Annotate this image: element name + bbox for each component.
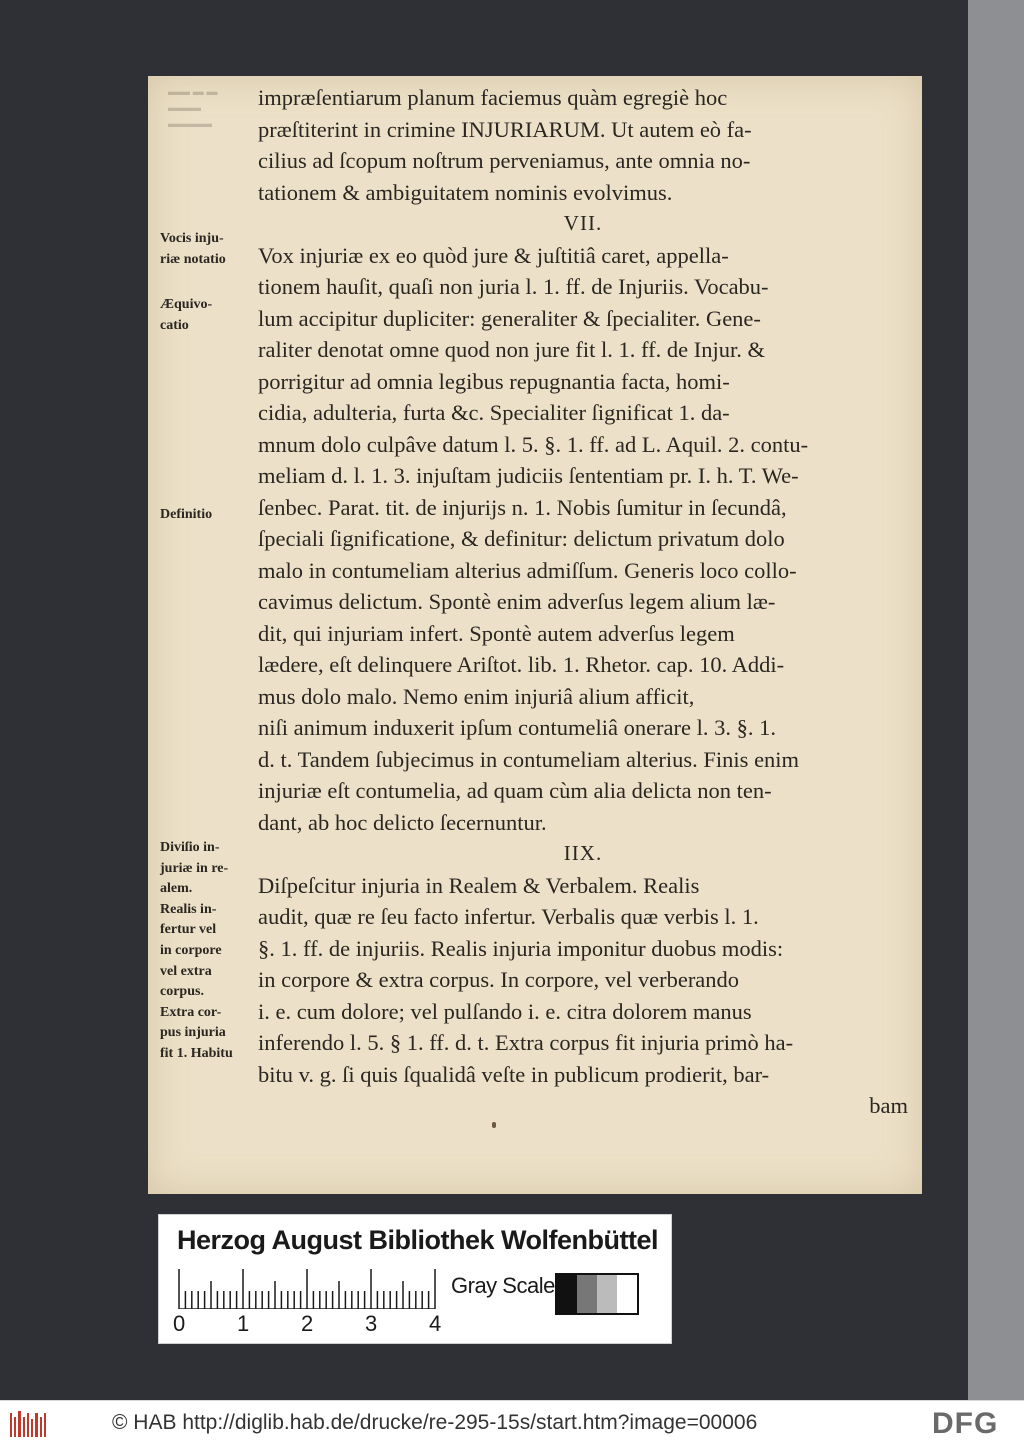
text-line: in corpore & extra corpus. In corpore, vel verberando [258,967,740,992]
margin-note-line: in corpore [160,942,222,958]
hab-logo-icon [8,1409,48,1441]
text-line: meliam d. l. 1. 3. injuſtam judiciis ſententiam pr. I. h. T. We- [258,463,799,488]
text-line: malo in contumeliam alterius admiſſum. Generis loco collo- [258,557,797,583]
text-line: impræſentiarum planum faciemus quàm egregiè hoc [258,85,728,110]
text-line: mnum dolo culpâve datum l. 5. §. 1. ff. ad L. Aquil. 2. contu- [258,431,809,457]
text-line: lædere, eſt delinquere Ariſtot. lib. 1. Rhetor. cap. 10. Addi- [258,652,785,677]
dfg-logo: DFG [932,1407,999,1440]
text-line: i. e. cum dolore; vel pulſando i. e. citra dolorem manus [258,998,752,1024]
book-page [148,76,922,1194]
margin-note-line: corpus. [160,984,204,1000]
margin-note-definitio [160,504,260,525]
text-line: porrigitur ad omnia legibus repugnantia facta, homi- [258,368,730,394]
margin-note-line: juriæ in re- [160,860,229,876]
margin-note-line: riæ notatio [160,252,226,267]
margin-note-line: catio [160,318,189,333]
margin-note-line: vel extra [160,963,212,979]
ruler-number: 1 [237,1311,250,1336]
margin-note-divisio [160,838,260,1065]
text-line: niſi animum induxerit ipſum contumeliâ onerare l. 3. §. 1. [258,715,777,740]
gray-swatch [557,1275,577,1313]
text-line: audit, quæ re ſeu facto infertur. Verbalis quæ verbis l. 1. [258,904,759,929]
text-line: tationem & ambiguitatem nominis evolvimus. [258,179,673,205]
margin-note-line: Realis in- [160,901,217,917]
margin-note-line: Extra cor- [160,1004,222,1020]
text-line: dant, ab hoc delicto ſecernuntur. [258,809,547,835]
text-line: cilius ad ſcopum noſtrum perveniamus, ante omnia no- [258,148,751,173]
gray-swatch [577,1275,597,1313]
text-line: mus dolo malo. Nemo enim injuriâ alium afficit, [258,683,695,709]
bleed-through-text: ▬▬ ▬ ▬ ▬▬▬ ▬▬▬▬ [168,86,218,130]
text-line: injuriæ eſt contumelia, ad quam cùm alia delicta non ten- [258,778,772,803]
measurement-ruler [177,1269,437,1309]
text-line: tionem hauſit, quaſi non juria l. 1. ff. de Injuriis. Vocabu- [258,274,769,299]
library-name: Herzog August Bibliothek Wolfenbüttel [177,1225,658,1255]
text-line: ſpeciali ſignificatione, & definitur: delictum privatum dolo [258,526,785,551]
text-line: bitu v. g. ſi quis ſqualidâ veſte in publicum prodierit, bar- [258,1061,770,1087]
library-color-card [158,1214,672,1344]
text-line: cidia, adulteria, furta &c. Specialiter ſignificat 1. da- [258,400,730,425]
text-line: inferendo l. 5. § 1. ff. d. t. Extra corpus fit injuria primò ha- [258,1030,794,1055]
page-mark [492,1122,496,1128]
section-heading: VII. [563,211,603,235]
margin-note-line: fit 1. Habitu [160,1045,233,1061]
gray-swatch [617,1275,637,1313]
margin-note-notatio [160,228,260,270]
ruler-number: 3 [365,1311,378,1336]
text-line: Vox injuriæ ex eo quòd jure & juſtitiâ caret, appella- [258,242,729,268]
margin-note-line: Æquivo- [160,297,213,312]
margin-note-line: alem. [160,881,193,897]
footer-attribution: © HAB http://diglib.hab.de/drucke/re-295-15s/start.htm?image=00006 [112,1411,758,1434]
text-line: lum accipitur dupliciter: generaliter & ſpecialiter. Gene- [258,305,761,331]
ruler-number: 0 [173,1311,186,1336]
margin-note-line: Definitio [160,507,213,522]
text-line: dit, qui injuriam infert. Spontè autem adverſus legem [258,620,735,646]
margin-note-aequivocatio [160,294,260,336]
text-line: raliter denotat omne quod non jure fit l. 1. ff. de Injur. & [258,337,765,362]
text-line: d. t. Tandem ſubjecimus in contumeliam alterius. Finis enim [258,746,800,772]
margin-note-line: fertur vel [160,922,217,938]
ruler-number: 4 [429,1311,442,1336]
text-line: cavimus delictum. Spontè enim adverſus legem alium læ- [258,589,776,614]
text-line: Diſpeſcitur injuria in Realem & Verbalem. Realis [258,872,700,898]
margin-note-line: Vocis inju- [160,231,224,246]
ruler-number: 2 [301,1311,314,1336]
text-line: §. 1. ff. de injuriis. Realis injuria imponitur duobus modis: [258,935,784,961]
margin-note-line: Diviſio in- [160,840,220,855]
margin-note-line: pus injuria [160,1025,226,1041]
section-heading: IIX. [563,841,603,865]
footer-bar [0,1400,1024,1447]
gray-swatch [597,1275,617,1313]
gray-scale-bar [555,1273,639,1315]
catchword: bam [869,1093,908,1118]
next-page-edge [968,0,1024,1400]
gray-scale-label: Gray Scale [451,1273,555,1298]
text-line: præſtiterint in crimine INJURIARUM. Ut autem eò fa- [258,116,752,142]
page-body-text [258,82,908,1122]
text-line: ſenbec. Parat. tit. de injurijs n. 1. Nobis ſumitur in ſecundâ, [258,494,787,520]
